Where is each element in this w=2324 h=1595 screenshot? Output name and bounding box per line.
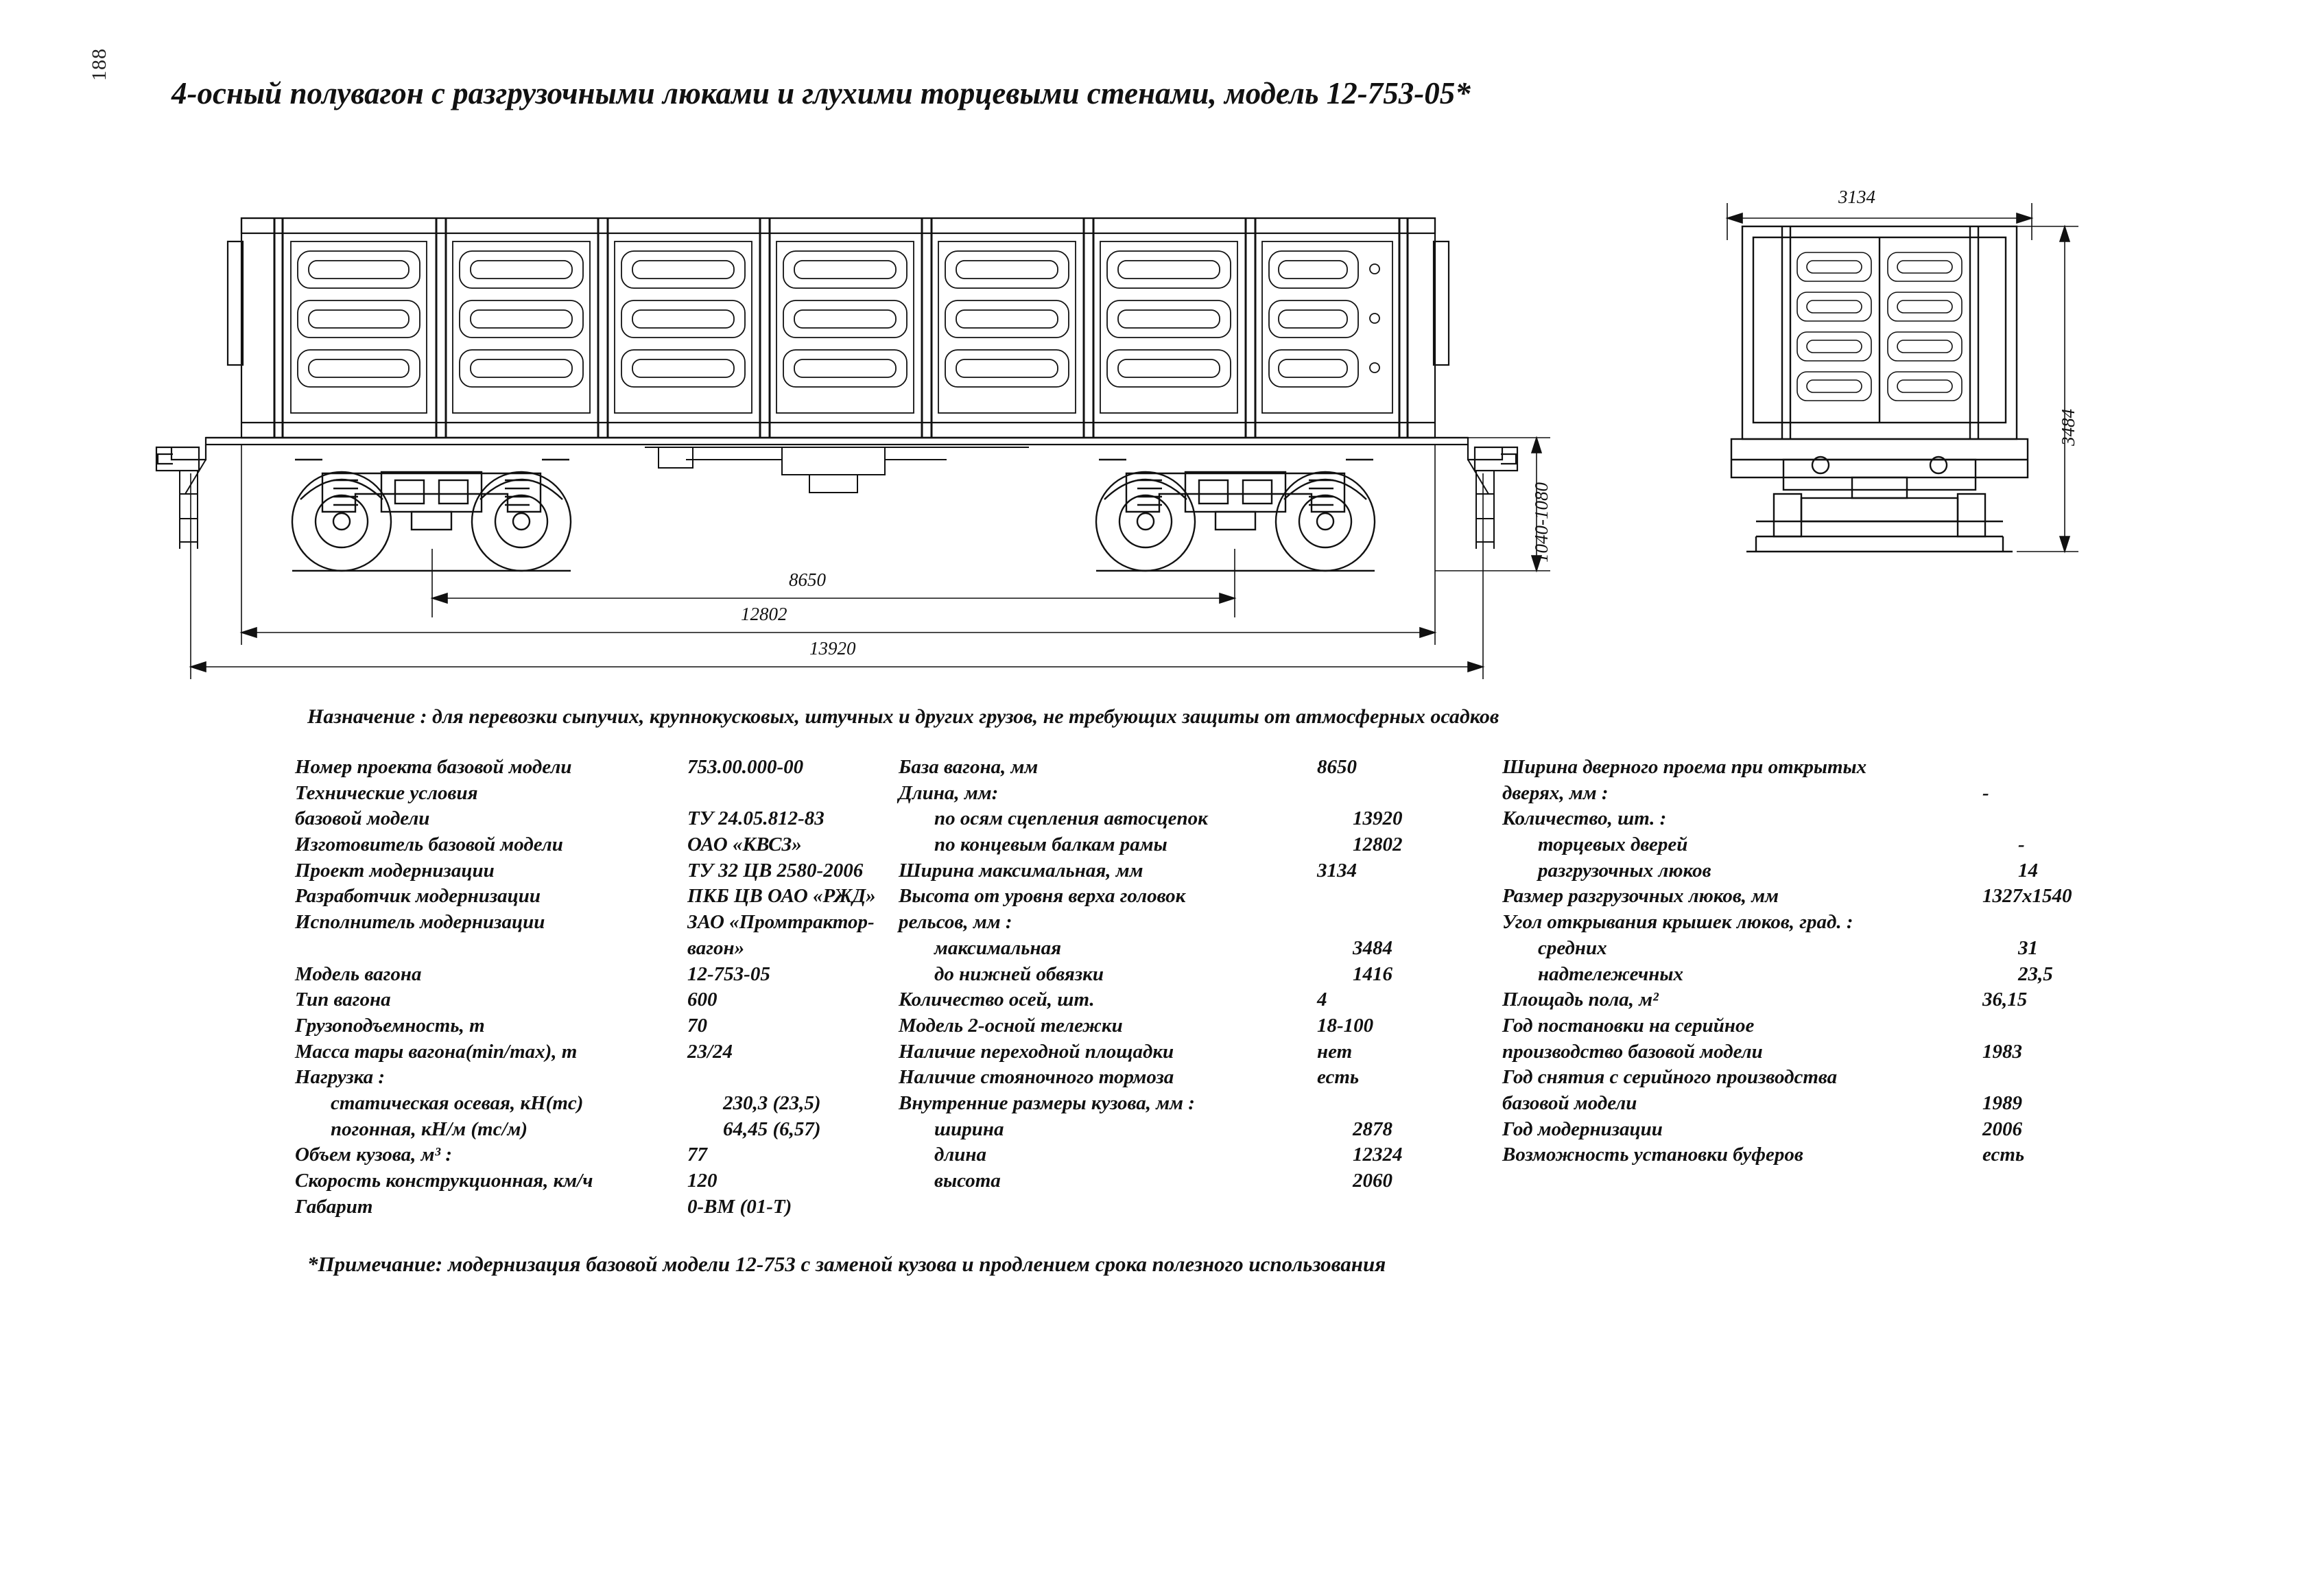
spec-label: Наличие переходной площадки (899, 1040, 1174, 1063)
spec-value: 14 (2018, 859, 2038, 882)
spec-row (1502, 1013, 2188, 1039)
spec-value: 2006 (1982, 1118, 2022, 1140)
spec-label: надтележечных (1538, 962, 1684, 985)
spec-value: 1983 (1982, 1040, 2022, 1063)
spec-row (899, 1065, 1502, 1091)
spec-row (899, 962, 1502, 988)
spec-value: 23/24 (687, 1040, 733, 1063)
spec-label: Скорость конструкционная, км/ч (295, 1170, 593, 1192)
spec-label: Количество, шт. : (1502, 807, 1667, 830)
spec-value: 4 (1317, 989, 1327, 1011)
spec-row (295, 1013, 899, 1039)
spec-column-1 (295, 755, 899, 1220)
spec-row (295, 1039, 899, 1065)
spec-row (295, 936, 899, 962)
spec-value: вагон» (687, 936, 745, 959)
spec-row (899, 755, 1502, 781)
spec-label: Год постановки на серийное (1502, 1014, 1755, 1037)
purpose-line: Назначение : для перевозки сыпучих, крупнокусковых, штучных и других грузов, не требующих защиты от атмосферных осадков (307, 705, 1499, 728)
spec-value: нет (1317, 1040, 1353, 1063)
spec-row (295, 781, 899, 807)
spec-row (899, 1168, 1502, 1194)
spec-value: 3484 (1353, 936, 1392, 959)
spec-row (1502, 1091, 2188, 1117)
footnote: *Примечание: модернизация базовой модели 12-753 с заменой кузова и продлением срока полезного использования (307, 1252, 1386, 1276)
spec-label: средних (1538, 936, 1607, 959)
spec-label: База вагона, мм (899, 756, 1039, 778)
spec-row (1502, 1065, 2188, 1091)
spec-value: есть (1317, 1066, 1360, 1089)
spec-label: Разработчик модернизации (295, 885, 541, 908)
spec-label: Габарит (295, 1195, 373, 1218)
spec-label: Модель 2-осной тележки (899, 1014, 1123, 1037)
spec-value: ПКБ ЦВ ОАО «РЖД» (687, 885, 876, 908)
spec-value: ОАО «КВСЗ» (687, 834, 802, 856)
specifications (295, 755, 2284, 1218)
spec-label: погонная, кН/м (тс/м) (331, 1118, 528, 1140)
spec-row (1502, 936, 2188, 962)
spec-value: 1416 (1353, 962, 1392, 985)
spec-label: Номер проекта базовой модели (295, 756, 572, 778)
spec-value: 1989 (1982, 1091, 2022, 1114)
dim-overall-label: 13920 (809, 638, 856, 659)
dim-front-width-label: 3134 (1838, 187, 1875, 207)
spec-value: 18-100 (1317, 1014, 1374, 1037)
spec-value: 12-753-05 (687, 962, 770, 985)
spec-label: Площадь пола, м² (1502, 989, 1659, 1011)
spec-label: базовой модели (295, 807, 430, 830)
spec-label: Масса тары вагона(min/max), т (295, 1040, 578, 1063)
spec-label: по концевым балкам рамы (934, 834, 1167, 856)
spec-value: 31 (2018, 936, 2038, 959)
spec-value: 230,3 (23,5) (723, 1091, 821, 1114)
spec-label: дверях, мм : (1502, 781, 1609, 804)
spec-row (295, 1065, 899, 1091)
spec-value: есть (1982, 1144, 2025, 1166)
spec-value: 36,15 (1982, 989, 2028, 1011)
dim-front-height-label: 3484 (2058, 409, 2078, 446)
spec-row (295, 832, 899, 858)
spec-label: производство базовой модели (1502, 1040, 1763, 1063)
spec-label: Тип вагона (295, 989, 391, 1011)
spec-label: Исполнитель модернизации (295, 911, 545, 934)
spec-row (899, 884, 1502, 910)
spec-row (295, 1168, 899, 1194)
spec-row (1502, 781, 2188, 807)
spec-row (295, 910, 899, 936)
spec-row (899, 1039, 1502, 1065)
spec-label: базовой модели (1502, 1091, 1637, 1114)
drawing-svg (0, 137, 2324, 679)
spec-row (1502, 832, 2188, 858)
spec-row (295, 1194, 899, 1220)
spec-row (899, 781, 1502, 807)
spec-row (899, 936, 1502, 962)
spec-value: 12802 (1353, 834, 1403, 856)
spec-value: 120 (687, 1170, 718, 1192)
spec-row (1502, 884, 2188, 910)
spec-row (899, 832, 1502, 858)
spec-row (295, 806, 899, 832)
spec-label: Возможность установки буферов (1502, 1144, 1803, 1166)
spec-label: Модель вагона (295, 962, 422, 985)
spec-value: 600 (687, 989, 718, 1011)
spec-label: разгрузочных люков (1538, 859, 1711, 882)
spec-value: 23,5 (2018, 962, 2053, 985)
spec-row (1502, 858, 2188, 884)
spec-label: Длина, мм: (899, 781, 999, 804)
spec-value: 3134 (1317, 859, 1357, 882)
spec-label: длина (934, 1144, 986, 1166)
spec-row (1502, 1142, 2188, 1168)
spec-row (1502, 1117, 2188, 1143)
spec-row (295, 1091, 899, 1117)
spec-row (1502, 962, 2188, 988)
spec-value: ЗАО «Промтрактор- (687, 911, 875, 934)
spec-row (899, 987, 1502, 1013)
page-number: 188 (88, 48, 110, 81)
spec-row (899, 1091, 1502, 1117)
spec-label: Год снятия с серийного производства (1502, 1066, 1838, 1089)
spec-label: Проект модернизации (295, 859, 495, 882)
spec-label: Технические условия (295, 781, 478, 804)
spec-label: Внутренние размеры кузова, мм : (899, 1091, 1195, 1114)
spec-row (1502, 806, 2188, 832)
spec-row (1502, 987, 2188, 1013)
spec-column-3 (1502, 755, 2188, 1168)
spec-value: 8650 (1317, 756, 1357, 778)
spec-label: Изготовитель базовой модели (295, 834, 563, 856)
spec-label: Ширина дверного проема при открытых (1502, 756, 1867, 778)
spec-label: Размер разгрузочных люков, мм (1502, 885, 1779, 908)
spec-row (899, 858, 1502, 884)
spec-value: 753.00.000-00 (687, 756, 804, 778)
spec-row (899, 1142, 1502, 1168)
spec-row (295, 1117, 899, 1143)
spec-label: до нижней обвязки (934, 962, 1104, 985)
spec-value: 0-ВМ (01-Т) (687, 1195, 792, 1218)
spec-row (1502, 755, 2188, 781)
spec-value: ТУ 32 ЦВ 2580-2006 (687, 859, 864, 882)
dim-height-range-label: 1040-1080 (1531, 482, 1552, 563)
dim-base-label: 8650 (789, 569, 826, 590)
dim-end-beams-label: 12802 (741, 604, 787, 624)
spec-row (295, 884, 899, 910)
spec-value: 2878 (1353, 1118, 1392, 1140)
page-title: 4-осный полувагон с разгрузочными люками и глухими торцевыми стенами, модель 12-753-05* (171, 76, 1471, 110)
spec-label: Грузоподъемность, т (295, 1014, 485, 1037)
spec-row (295, 987, 899, 1013)
spec-label: ширина (934, 1118, 1004, 1140)
spec-column-2 (899, 755, 1502, 1194)
spec-label: Угол открывания крышек люков, град. : (1502, 911, 1853, 934)
technical-drawing (0, 137, 2324, 679)
spec-value: 13920 (1353, 807, 1403, 830)
spec-row (295, 858, 899, 884)
spec-row (899, 1117, 1502, 1143)
spec-value: 70 (687, 1014, 707, 1037)
spec-label: Количество осей, шт. (899, 989, 1095, 1011)
spec-value: 77 (687, 1144, 707, 1166)
spec-label: по осям сцепления автосцепок (934, 807, 1208, 830)
spec-label: торцевых дверей (1538, 834, 1688, 856)
spec-label: Объем кузова, м³ : (295, 1144, 453, 1166)
spec-row (295, 1142, 899, 1168)
spec-label: рельсов, мм : (899, 911, 1012, 934)
spec-value: - (1982, 781, 1989, 804)
spec-label: максимальная (934, 936, 1062, 959)
spec-label: Наличие стояночного тормоза (899, 1066, 1174, 1089)
spec-row (1502, 910, 2188, 936)
spec-row (899, 806, 1502, 832)
spec-row (899, 910, 1502, 936)
spec-value: - (2018, 834, 2025, 856)
spec-label: Нагрузка : (295, 1066, 386, 1089)
spec-row (295, 755, 899, 781)
spec-value: 1327х1540 (1982, 885, 2072, 908)
spec-value: 2060 (1353, 1170, 1392, 1192)
spec-row (295, 962, 899, 988)
spec-value: 12324 (1353, 1144, 1403, 1166)
spec-value: ТУ 24.05.812-83 (687, 807, 825, 830)
spec-label: Год модернизации (1502, 1118, 1663, 1140)
spec-row (899, 1013, 1502, 1039)
spec-label: Высота от уровня верха головок (899, 885, 1186, 908)
spec-label: статическая осевая, кН(тс) (331, 1091, 584, 1114)
spec-label: высота (934, 1170, 1001, 1192)
spec-row (1502, 1039, 2188, 1065)
spec-value: 64,45 (6,57) (723, 1118, 821, 1140)
spec-label: Ширина максимальная, мм (899, 859, 1143, 882)
